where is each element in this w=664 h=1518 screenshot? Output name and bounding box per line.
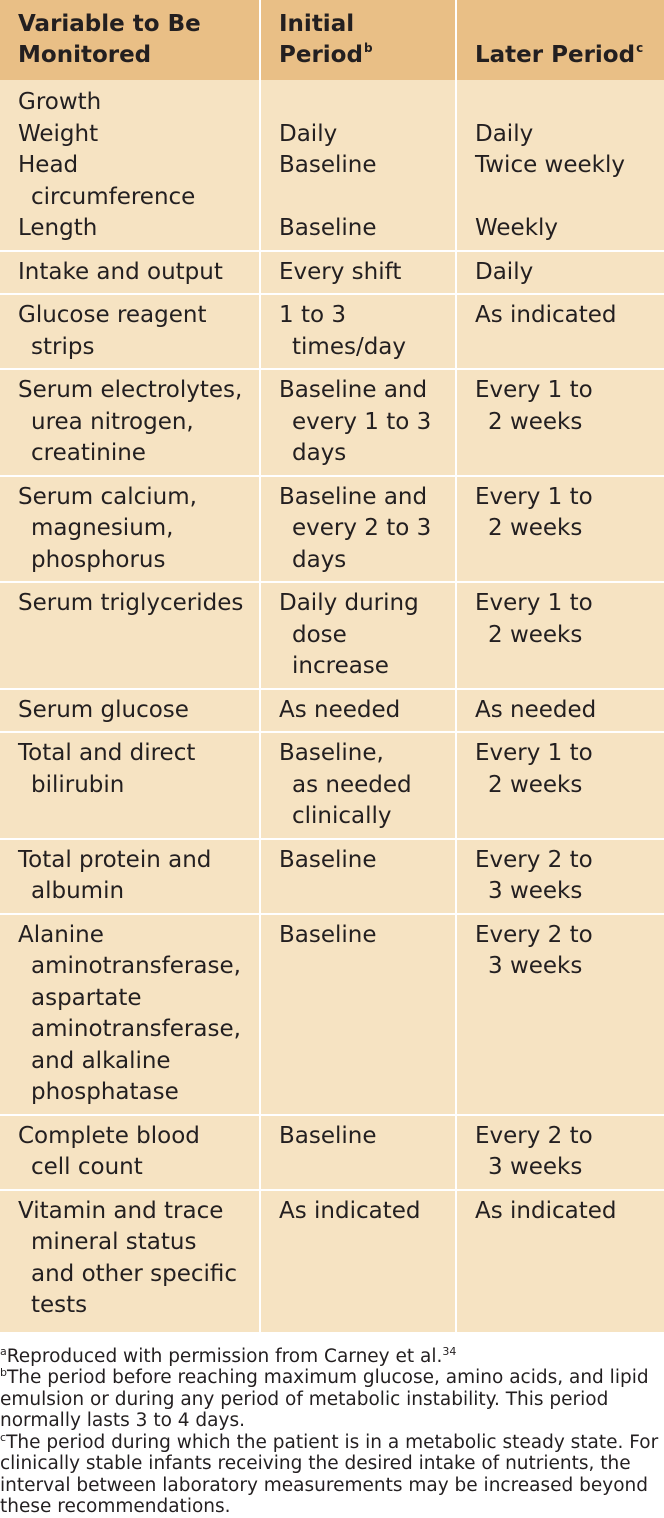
cell-line: Length	[18, 215, 98, 241]
table-header	[0, 0, 664, 80]
cell-line: days	[292, 440, 347, 466]
initial-cell	[260, 369, 456, 476]
cell-line: Baseline	[279, 846, 377, 873]
variable-cell	[0, 582, 260, 689]
cell-line	[279, 182, 447, 214]
variable-cell	[0, 732, 260, 839]
cell-line: albumin	[31, 878, 125, 904]
initial-cell	[260, 914, 456, 1115]
footnote-mark: a	[0, 1344, 7, 1358]
footnote-text: normally lasts 3 to 4 days.	[0, 1410, 245, 1431]
cell-line: aminotransferase,	[31, 1016, 241, 1042]
cell-line: Baseline	[279, 152, 377, 178]
cell-line: 3 weeks	[488, 1154, 583, 1180]
cell-line: 2 weeks	[488, 408, 583, 435]
variable-cell	[0, 80, 260, 251]
reference-number: 34	[442, 1344, 457, 1358]
variable-cell	[0, 476, 260, 583]
cell-line: 2 weeks	[488, 515, 583, 541]
header-initial-line: Period	[279, 42, 363, 68]
cell-line: Baseline and	[279, 483, 428, 510]
variable-cell	[0, 914, 260, 1115]
footnote-a	[0, 1346, 660, 1368]
cell-line: As needed	[279, 696, 401, 723]
cell-line: As indicated	[475, 302, 617, 328]
table-row	[0, 1190, 664, 1332]
variable-cell	[0, 294, 260, 369]
initial-cell	[260, 689, 456, 733]
table-row	[0, 582, 664, 689]
cell-line: Every 2 to	[475, 921, 593, 948]
cell-line: As indicated	[475, 1197, 617, 1224]
footnote-text: clinically stable infants receiving the desired intake of nutrients, the	[0, 1453, 631, 1474]
cell-line: Every 2 to	[475, 1122, 593, 1149]
header-variable	[0, 0, 260, 80]
cell-line: every 2 to 3	[292, 515, 432, 541]
header-initial-line: Initial	[279, 11, 355, 37]
later-cell	[456, 732, 664, 839]
initial-cell	[260, 1190, 456, 1332]
later-cell	[456, 80, 664, 251]
cell-line: Total protein and	[18, 846, 212, 873]
cell-line: Intake and output	[18, 258, 223, 285]
cell-line: Serum calcium,	[18, 483, 197, 510]
cell-line: Baseline	[279, 921, 377, 948]
cell-line: circumference	[31, 183, 196, 210]
header-initial-period	[260, 0, 456, 80]
table-row	[0, 732, 664, 839]
cell-line: Every 2 to	[475, 846, 593, 873]
table-row	[0, 839, 664, 914]
cell-line: Daily	[475, 258, 534, 285]
cell-line: clinically	[292, 803, 392, 829]
cell-line: days	[292, 546, 347, 573]
cell-line: as needed	[292, 771, 412, 798]
cell-line: 2 weeks	[488, 771, 583, 798]
cell-line: 3 weeks	[488, 953, 583, 979]
cell-line: As needed	[475, 696, 597, 723]
table-row	[0, 689, 664, 733]
header-variable-line: Monitored	[18, 42, 152, 68]
cell-line: 2 weeks	[488, 621, 583, 648]
cell-line: Every 1 to	[475, 377, 593, 403]
table-row	[0, 251, 664, 295]
cell-line: Complete blood	[18, 1122, 200, 1149]
later-cell	[456, 1190, 664, 1332]
table-body	[0, 80, 664, 1332]
cell-line: Vitamin and trace	[18, 1197, 224, 1224]
initial-cell	[260, 476, 456, 583]
table-row	[0, 369, 664, 476]
footnote-mark: b	[0, 1366, 7, 1379]
initial-cell	[260, 839, 456, 914]
initial-cell	[260, 1115, 456, 1190]
variable-cell	[0, 1190, 260, 1332]
cell-line: Baseline,	[279, 740, 384, 766]
later-cell	[456, 582, 664, 689]
later-cell	[456, 914, 664, 1115]
later-cell	[456, 689, 664, 733]
variable-cell	[0, 1115, 260, 1190]
cell-line: Every 1 to	[475, 483, 593, 510]
cell-line: increase	[292, 653, 389, 679]
cell-line: Weight	[18, 120, 99, 147]
cell-line: and alkaline	[31, 1047, 171, 1074]
cell-line: urea nitrogen,	[31, 408, 194, 435]
cell-line	[279, 87, 447, 119]
footnote-c	[0, 1432, 660, 1518]
cell-line: mineral status	[31, 1229, 197, 1255]
variable-cell	[0, 839, 260, 914]
cell-line: dose	[292, 621, 347, 648]
cell-line: Glucose reagent	[18, 302, 207, 328]
cell-line: Baseline and	[279, 377, 428, 403]
cell-line: 1 to 3	[279, 302, 346, 328]
header-row	[0, 0, 664, 80]
later-cell	[456, 839, 664, 914]
initial-cell	[260, 294, 456, 369]
cell-line: Alanine	[18, 921, 104, 948]
cell-line: magnesium,	[31, 515, 174, 541]
initial-cell	[260, 732, 456, 839]
cell-line: 3 weeks	[488, 878, 583, 904]
cell-line: Twice weekly	[475, 152, 625, 178]
footnotes	[0, 1332, 664, 1518]
initial-cell	[260, 80, 456, 251]
cell-line: tests	[31, 1292, 88, 1318]
footnote-text: interval between laboratory measurements may be increased beyond	[0, 1474, 649, 1496]
header-variable-line: Variable to Be	[18, 11, 201, 37]
cell-line: Total and direct	[18, 740, 196, 766]
footnote-text: The period during which the patient is in a metabolic steady state. For	[6, 1431, 659, 1453]
cell-line: strips	[31, 333, 95, 360]
cell-line: Serum triglycerides	[18, 590, 244, 616]
cell-line	[475, 87, 656, 119]
cell-line	[475, 182, 656, 214]
table-row	[0, 476, 664, 583]
cell-line: Weekly	[475, 215, 559, 241]
cell-line: As indicated	[279, 1197, 421, 1224]
cell-line: and other specific	[31, 1260, 238, 1287]
cell-line: Every shift	[279, 258, 402, 285]
cell-line: Head	[18, 152, 79, 178]
cell-line: Daily	[475, 120, 534, 147]
footnote-text: Reproduced with permission from Carney et al.	[6, 1345, 443, 1367]
cell-line: Growth	[18, 89, 102, 115]
footnote-marker-c: c	[636, 41, 644, 55]
table-row	[0, 914, 664, 1115]
cell-line: Every 1 to	[475, 740, 593, 766]
initial-cell	[260, 251, 456, 295]
cell-line: creatinine	[31, 440, 146, 466]
cell-line: Serum glucose	[18, 696, 189, 723]
cell-line: Baseline	[279, 215, 377, 241]
cell-line: Baseline	[279, 1122, 377, 1149]
footnote-mark: c	[0, 1430, 7, 1444]
cell-line: Daily during	[279, 590, 419, 616]
header-later-label: Later Period	[475, 42, 636, 68]
cell-line: Every 1 to	[475, 590, 593, 616]
cell-line: Daily	[279, 120, 338, 147]
footnote-text: emulsion or during any period of metabolic instability. This period	[0, 1388, 609, 1410]
variable-cell	[0, 251, 260, 295]
later-cell	[456, 251, 664, 295]
footnote-text: these recommendations.	[0, 1496, 231, 1517]
table-row	[0, 294, 664, 369]
cell-line: bilirubin	[31, 771, 125, 798]
later-cell	[456, 294, 664, 369]
cell-line: aspartate	[31, 984, 142, 1011]
cell-line: cell count	[31, 1154, 143, 1180]
initial-cell	[260, 582, 456, 689]
table-row	[0, 1115, 664, 1190]
variable-cell	[0, 369, 260, 476]
cell-line: every 1 to 3	[292, 408, 432, 435]
header-later-period	[456, 0, 664, 80]
later-cell	[456, 1115, 664, 1190]
later-cell	[456, 476, 664, 583]
later-cell	[456, 369, 664, 476]
cell-line: phosphatase	[31, 1079, 179, 1105]
footnote-marker-b: b	[363, 41, 373, 55]
cell-line: phosphorus	[31, 546, 166, 573]
footnote-text: The period before reaching maximum glucose, amino acids, and lipid	[6, 1367, 649, 1388]
variable-cell	[0, 689, 260, 733]
footnote-b	[0, 1367, 660, 1432]
cell-line: times/day	[292, 333, 407, 360]
cell-line: aminotransferase,	[31, 953, 241, 979]
table-row	[0, 80, 664, 251]
cell-line: Serum electrolytes,	[18, 377, 243, 403]
